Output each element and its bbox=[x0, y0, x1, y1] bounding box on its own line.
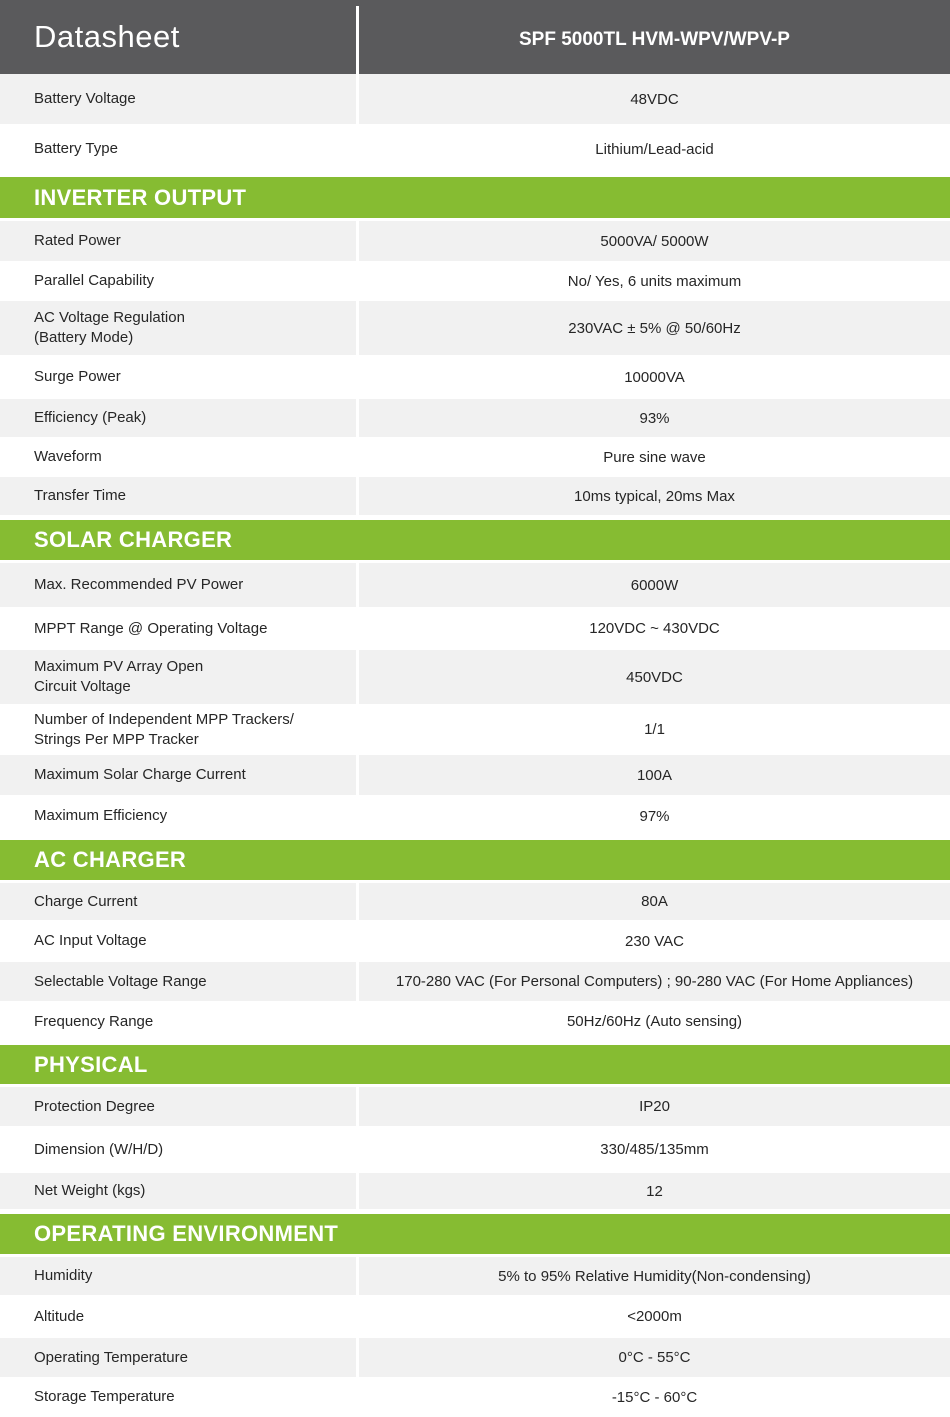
spec-label: AC Input Voltage bbox=[34, 932, 147, 949]
spec-label: Humidity bbox=[34, 1267, 93, 1284]
spec-row bbox=[0, 755, 950, 797]
spec-label: Surge Power bbox=[34, 368, 121, 385]
spec-value: <2000m bbox=[627, 1308, 682, 1325]
spec-row bbox=[0, 263, 950, 301]
spec-rows bbox=[0, 74, 950, 1417]
spec-value: 330/485/135mm bbox=[600, 1141, 709, 1158]
spec-value: 5% to 95% Relative Humidity(Non-condensing) bbox=[498, 1267, 811, 1285]
spec-value: 48VDC bbox=[630, 90, 679, 108]
spec-label: Transfer Time bbox=[34, 487, 126, 504]
spec-value: 100A bbox=[636, 766, 673, 784]
spec-row bbox=[0, 1128, 950, 1173]
spec-label: Maximum PV Array Open Circuit Voltage bbox=[34, 658, 204, 695]
model-name: SPF 5000TL HVM-WPV/WPV-P bbox=[519, 29, 790, 50]
spec-row bbox=[0, 1338, 950, 1379]
spec-label: Selectable Voltage Range bbox=[34, 972, 207, 990]
spec-value: 6000W bbox=[630, 576, 679, 594]
spec-row bbox=[0, 706, 950, 755]
spec-value: -15°C - 60°C bbox=[611, 1388, 698, 1406]
spec-row bbox=[0, 126, 950, 174]
section-header: PHYSICAL bbox=[0, 1042, 950, 1087]
spec-row bbox=[0, 1003, 950, 1042]
spec-label: Rated Power bbox=[34, 232, 121, 249]
spec-value: No/ Yes, 6 units maximum bbox=[567, 272, 742, 290]
spec-value: 80A bbox=[641, 893, 668, 910]
spec-label: MPPT Range @ Operating Voltage bbox=[34, 619, 268, 637]
spec-value: 0°C - 55°C bbox=[618, 1349, 691, 1366]
spec-row bbox=[0, 1257, 950, 1297]
spec-row bbox=[0, 1087, 950, 1128]
spec-row bbox=[0, 1297, 950, 1338]
spec-value: 10000VA bbox=[624, 368, 685, 386]
spec-row bbox=[0, 221, 950, 263]
spec-value: 230VAC ± 5% @ 50/60Hz bbox=[568, 319, 741, 337]
spec-label: Altitude bbox=[34, 1307, 85, 1325]
spec-value: 1/1 bbox=[644, 721, 665, 738]
section-header: SOLAR CHARGER bbox=[0, 517, 950, 563]
spec-row bbox=[0, 883, 950, 922]
spec-row bbox=[0, 301, 950, 357]
spec-value: 93% bbox=[639, 409, 670, 427]
spec-label: Storage Temperature bbox=[34, 1388, 175, 1405]
spec-row bbox=[0, 439, 950, 477]
spec-row bbox=[0, 922, 950, 962]
spec-label: Frequency Range bbox=[34, 1012, 154, 1030]
spec-value: 5000VA/ 5000W bbox=[600, 232, 709, 250]
spec-label: Protection Degree bbox=[34, 1097, 155, 1115]
spec-label: Max. Recommended PV Power bbox=[34, 576, 244, 593]
spec-row bbox=[0, 1173, 950, 1211]
spec-row bbox=[0, 563, 950, 609]
spec-row bbox=[0, 1379, 950, 1417]
datasheet-title: Datasheet bbox=[34, 19, 180, 54]
section-header: AC CHARGER bbox=[0, 837, 950, 883]
spec-row bbox=[0, 399, 950, 439]
spec-value: Lithium/Lead-acid bbox=[595, 140, 714, 158]
spec-label: Operating Temperature bbox=[34, 1348, 188, 1366]
spec-value: 120VDC ~ 430VDC bbox=[589, 620, 720, 637]
spec-label: Parallel Capability bbox=[34, 272, 155, 289]
datasheet-header bbox=[0, 0, 950, 74]
section-header: OPERATING ENVIRONMENT bbox=[0, 1211, 950, 1257]
spec-label: Efficiency (Peak) bbox=[34, 409, 147, 426]
spec-row bbox=[0, 797, 950, 837]
section-header: INVERTER OUTPUT bbox=[0, 174, 950, 221]
spec-row bbox=[0, 962, 950, 1003]
spec-label: Net Weight (kgs) bbox=[34, 1182, 146, 1199]
spec-label: Number of Independent MPP Trackers/ Strings Per MPP Tracker bbox=[34, 710, 294, 748]
spec-value: IP20 bbox=[639, 1098, 670, 1115]
spec-label: Dimension (W/H/D) bbox=[34, 1140, 164, 1158]
spec-label: AC Voltage Regulation (Battery Mode) bbox=[34, 309, 185, 346]
spec-label: Waveform bbox=[34, 448, 102, 465]
spec-label: Battery Type bbox=[34, 140, 118, 157]
spec-row bbox=[0, 609, 950, 650]
spec-label: Battery Voltage bbox=[34, 90, 136, 107]
spec-value: 170-280 VAC (For Personal Computers) ; 90-280 VAC (For Home Appliances) bbox=[395, 973, 914, 990]
spec-value: 10ms typical, 20ms Max bbox=[574, 487, 735, 505]
spec-value: 97% bbox=[639, 807, 670, 825]
spec-value: Pure sine wave bbox=[603, 448, 706, 466]
spec-label: Maximum Efficiency bbox=[34, 807, 168, 824]
spec-row bbox=[0, 477, 950, 517]
spec-row bbox=[0, 357, 950, 399]
spec-value: 12 bbox=[646, 1182, 663, 1200]
spec-row bbox=[0, 650, 950, 706]
spec-label: Maximum Solar Charge Current bbox=[34, 766, 246, 783]
spec-row bbox=[0, 74, 950, 126]
spec-value: 50Hz/60Hz (Auto sensing) bbox=[566, 1013, 743, 1030]
spec-value: 450VDC bbox=[626, 668, 683, 686]
spec-label: Charge Current bbox=[34, 892, 138, 910]
spec-value: 230 VAC bbox=[625, 932, 684, 950]
